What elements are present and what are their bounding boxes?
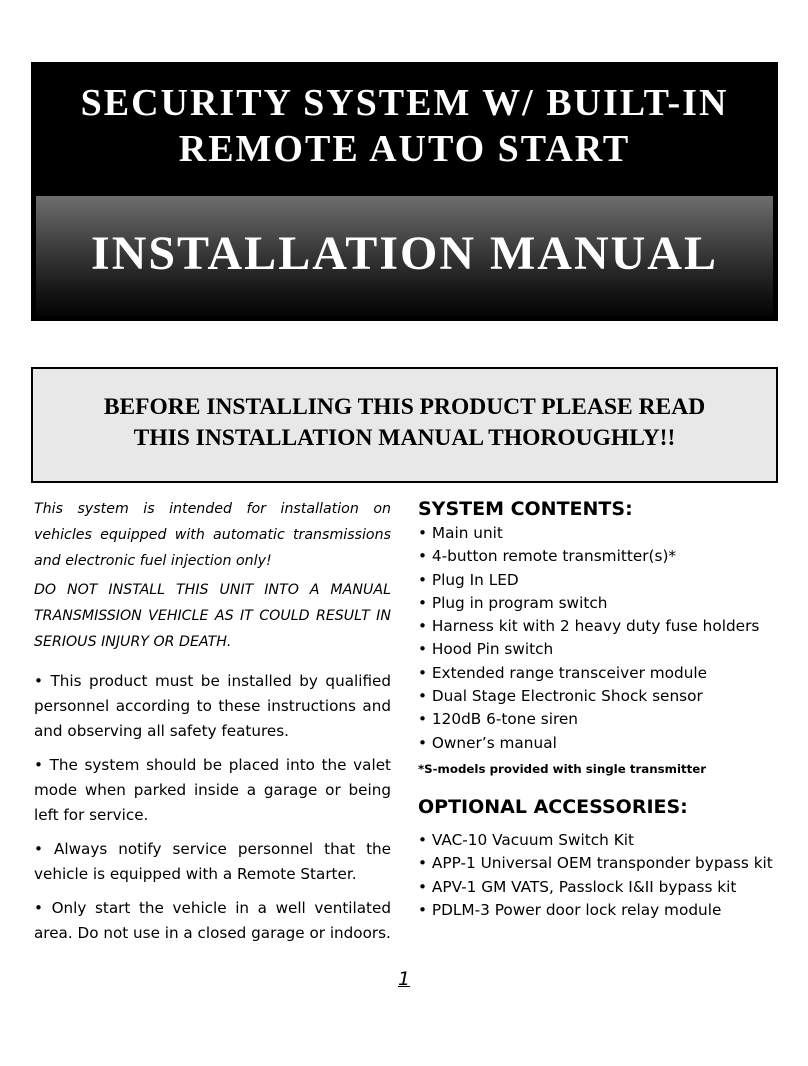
- list-item: • Main unit: [418, 524, 503, 542]
- transmitter-footnote: *S-models provided with single transmitter: [418, 761, 707, 776]
- title-banner: [31, 62, 778, 321]
- product-title: [31, 80, 778, 172]
- safety-bullet-valet: • The system should be placed into the valet mode when parked inside a garage or being left for service.: [34, 756, 391, 824]
- list-item: • 120dB 6-tone siren: [418, 710, 579, 729]
- list-item: • VAC-10 Vacuum Switch Kit: [418, 830, 635, 849]
- right-column: [418, 496, 790, 922]
- transmission-warning: This system is intended for installation on vehicles equipped with automatic transmissions and electronic fuel injection only!: [34, 501, 391, 569]
- read-notice-box: [31, 367, 778, 483]
- list-item: • PDLM-3 Power door lock relay module: [418, 900, 722, 919]
- safety-bullet-ventilation: • Only start the vehicle in a well ventilated area. Do not use in a closed garage or indoors.: [34, 899, 391, 942]
- safety-bullet-qualified: • This product must be installed by qualified personnel according to these instructions and and observing all safety features.: [34, 672, 391, 740]
- title-line-2: REMOTE AUTO START: [178, 128, 631, 170]
- manual-transmission-warning: DO NOT INSTALL THIS UNIT INTO A MANUAL TRANSMISSION VEHICLE AS IT COULD RESULT IN SERIOUS INJURY OR DEATH.: [34, 582, 391, 650]
- notice-text: [33, 392, 776, 454]
- list-item: • Owner’s manual: [418, 733, 557, 752]
- manual-subtitle: INSTALLATION MANUAL: [91, 227, 718, 280]
- list-item: • Extended range transceiver module: [418, 663, 708, 682]
- safety-bullet-notify: • Always notify service personnel that the vehicle is equipped with a Remote Starter.: [34, 840, 391, 883]
- optional-accessories-heading: OPTIONAL ACCESSORIES:: [418, 795, 688, 818]
- subtitle-band: [36, 196, 773, 316]
- list-item: • APV-1 GM VATS, Passlock I&II bypass kit: [418, 877, 737, 896]
- list-item: • Plug In LED: [418, 570, 519, 589]
- system-contents-list: [418, 522, 790, 755]
- title-line-1: SECURITY SYSTEM W/ BUILT-IN: [80, 82, 729, 124]
- list-item: • Dual Stage Electronic Shock sensor: [418, 687, 703, 706]
- list-item: • Harness kit with 2 heavy duty fuse holders: [418, 617, 760, 636]
- optional-accessories-list: [418, 829, 790, 922]
- page-number-value: 1: [397, 968, 411, 990]
- list-item: • APP-1 Universal OEM transponder bypass kit: [418, 854, 773, 873]
- page-number: [0, 968, 808, 990]
- list-item: • Plug in program switch: [418, 593, 608, 612]
- notice-line-2: THIS INSTALLATION MANUAL THOROUGHLY!!: [133, 425, 676, 451]
- list-item: • Hood Pin switch: [418, 640, 554, 659]
- notice-line-1: BEFORE INSTALLING THIS PRODUCT PLEASE READ: [103, 394, 706, 420]
- left-column: [34, 496, 391, 946]
- system-contents-heading: SYSTEM CONTENTS:: [418, 498, 633, 520]
- list-item: • 4-button remote transmitter(s)*: [418, 547, 677, 566]
